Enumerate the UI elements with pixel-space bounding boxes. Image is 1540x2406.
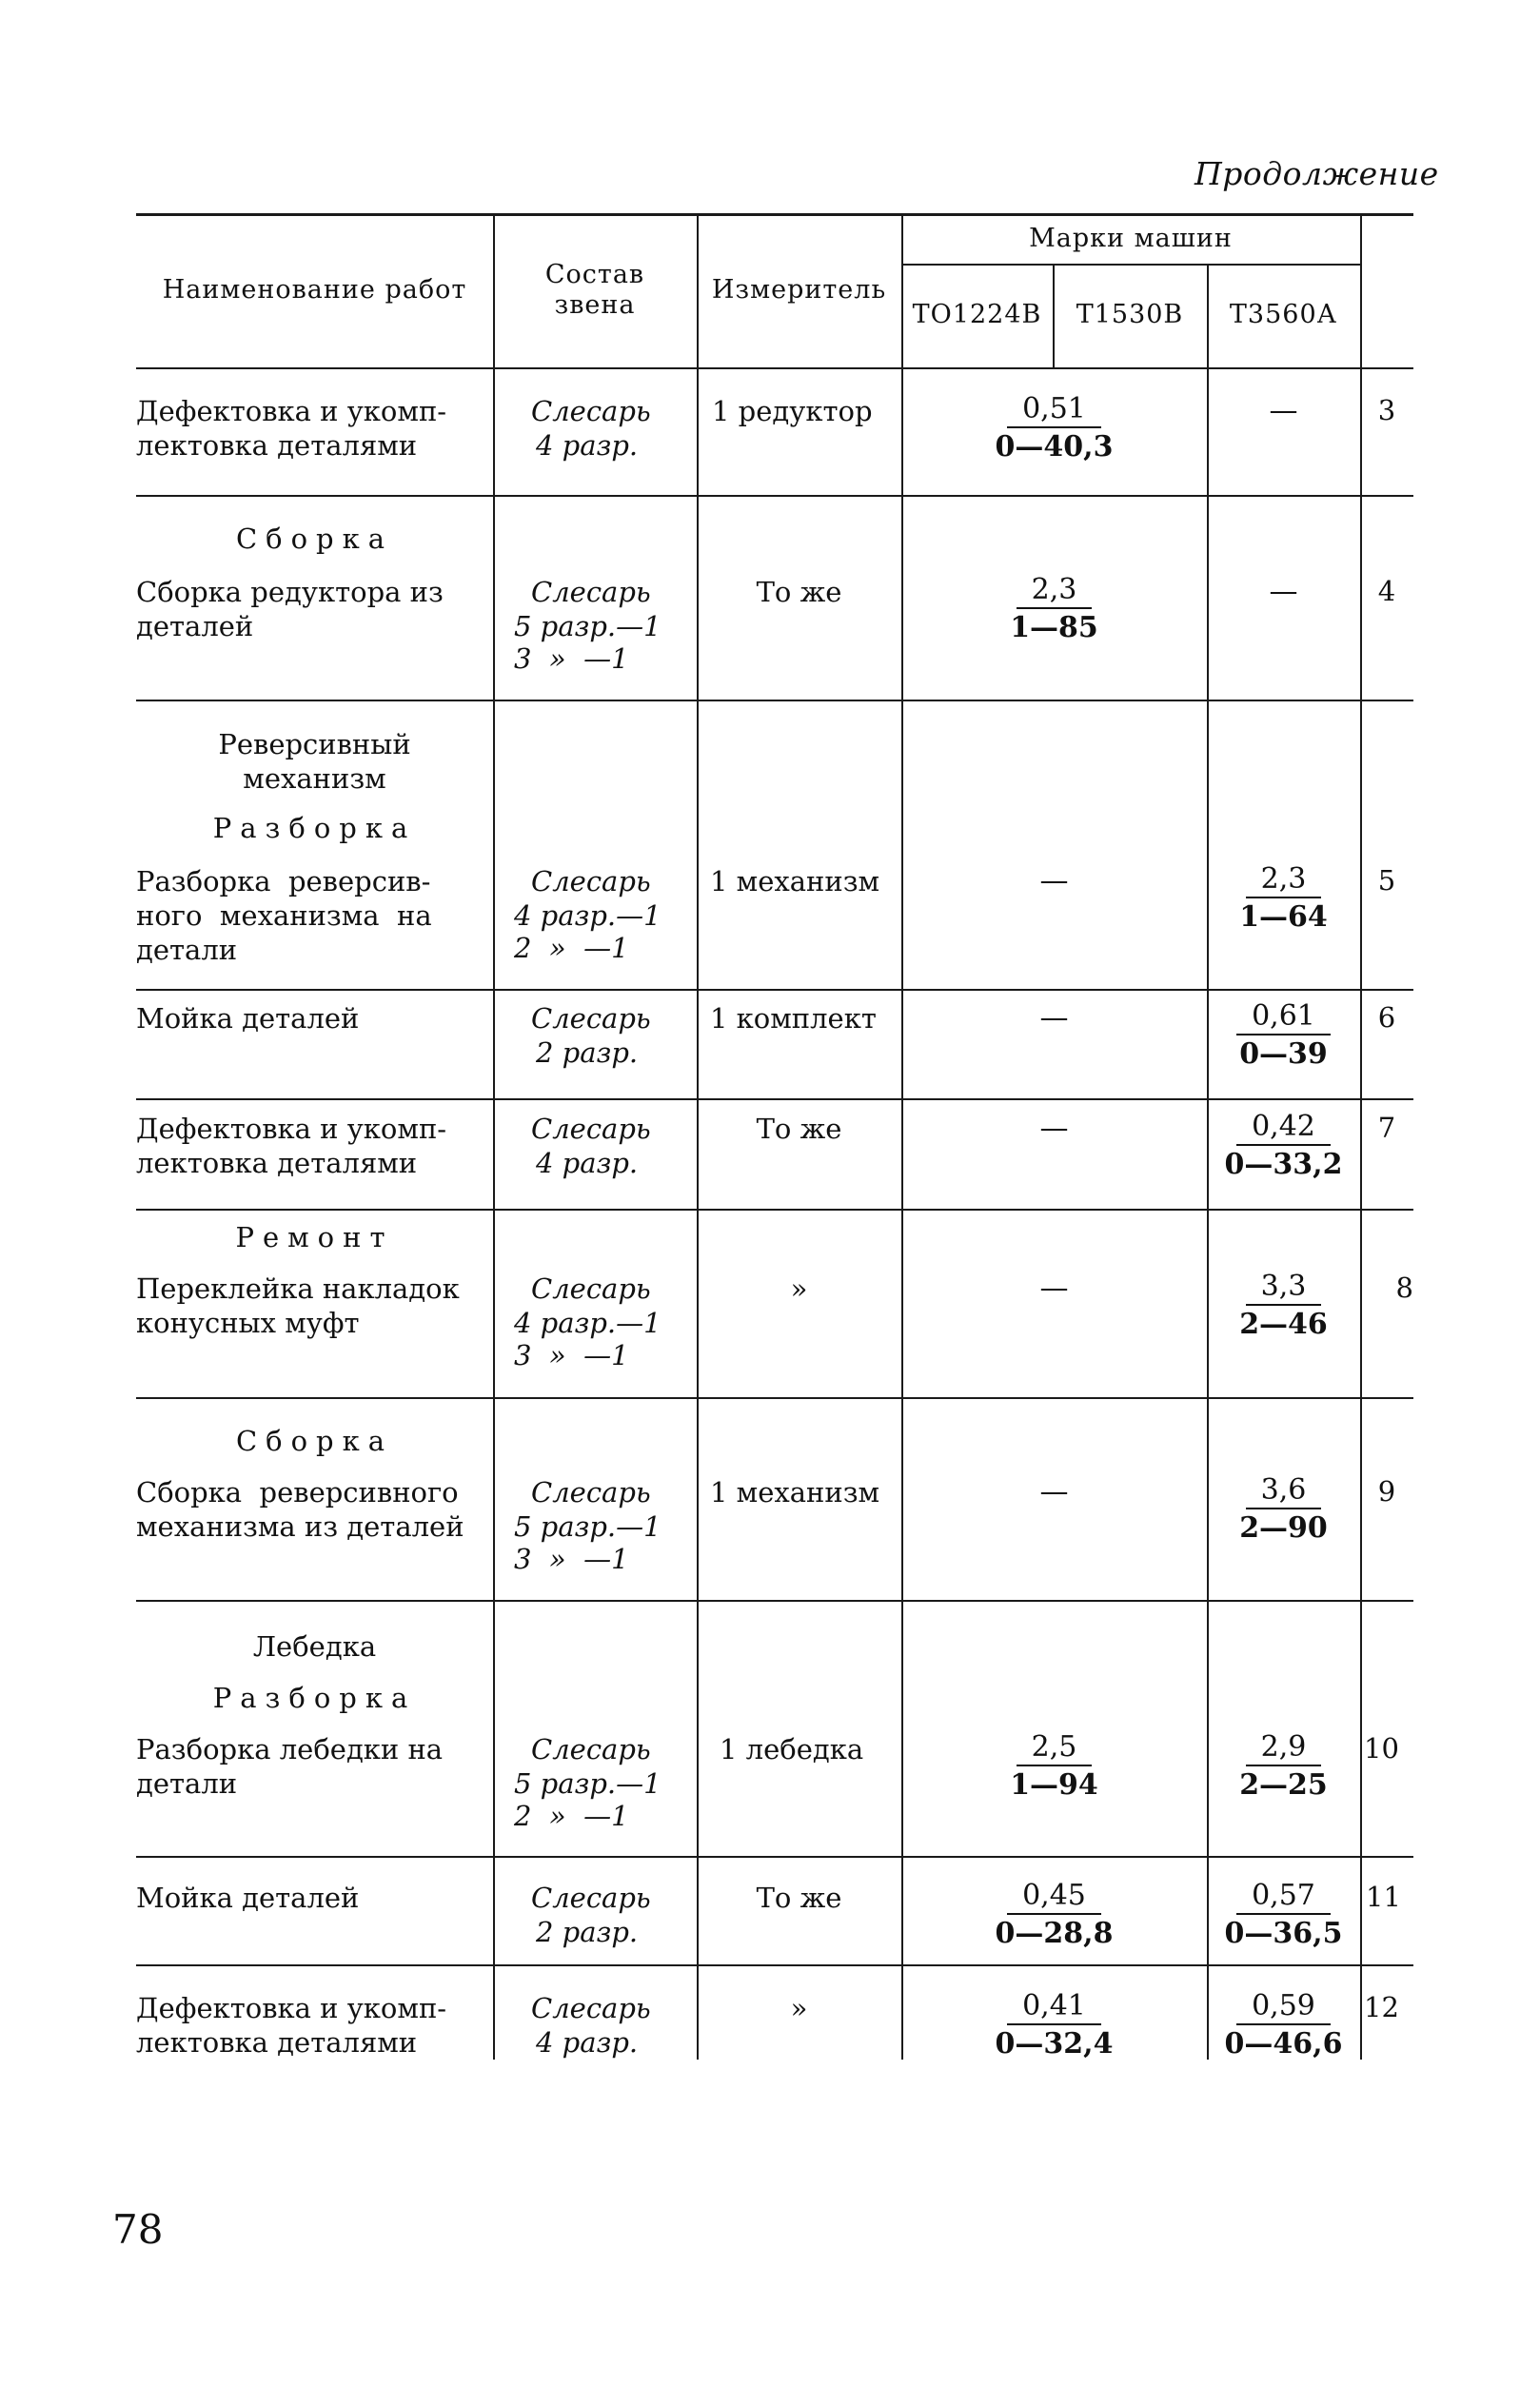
row-divider (136, 989, 1413, 991)
row-number: 8 (1395, 1272, 1413, 1304)
row-divider (136, 1209, 1413, 1211)
row-number: 9 (1377, 1475, 1396, 1508)
section-title: Разборка (212, 812, 417, 844)
row-number: 10 (1364, 1732, 1399, 1765)
unit: » (790, 1992, 808, 2024)
work-name: Дефектовка и укомп- (136, 1113, 447, 1145)
unit: 1 комплект (710, 1002, 877, 1035)
header-unit: Измеритель (711, 275, 887, 305)
header-bottom-rule (136, 367, 1413, 369)
col-divider (493, 213, 495, 2060)
norm-fraction: $\frac{2,3}{1—85}$ (1010, 573, 1098, 644)
crew: Слесарь (531, 1992, 651, 2024)
crew: 4 разр. (536, 429, 639, 462)
unit: То же (756, 1113, 842, 1145)
row-number: 3 (1377, 394, 1396, 426)
work-name: лектовка деталями (136, 1147, 418, 1179)
work-name: лектовка деталями (136, 429, 418, 462)
work-name: Сборка реверсивного (136, 1476, 459, 1509)
unit: » (790, 1272, 808, 1305)
row-number: 11 (1366, 1881, 1401, 1913)
norm-fraction: $\frac{0,57}{0—36,5}$ (1224, 1879, 1343, 1950)
row-divider (136, 1856, 1413, 1858)
row-number: 12 (1364, 1991, 1399, 2023)
group-title: Реверсивный (218, 728, 411, 760)
work-name: деталей (136, 610, 254, 642)
crew: 2 разр. (536, 1036, 639, 1069)
unit: То же (756, 576, 842, 608)
header-machine-2: Т1530В (1076, 300, 1184, 329)
work-name: Сборка редуктора из (136, 576, 444, 608)
work-name: Мойка деталей (136, 1002, 360, 1035)
norm-fraction: $\frac{0,45}{0—28,8}$ (995, 1879, 1114, 1950)
crew: Слесарь (531, 1733, 651, 1765)
work-name: детали (136, 1767, 238, 1800)
crew: 2 » —1 (514, 932, 629, 964)
crew: Слесарь (531, 576, 651, 608)
work-name: Дефектовка и укомп- (136, 1992, 447, 2024)
norm-fraction: $\frac{2,3}{1—64}$ (1239, 862, 1328, 934)
crew: Слесарь (531, 1113, 651, 1145)
header-machines: Марки машин (1029, 224, 1233, 253)
work-name: Дефектовка и укомп- (136, 395, 447, 427)
section-title: Сборка (235, 523, 394, 555)
header-crew: Состав (544, 260, 645, 289)
machines-rule (901, 264, 1360, 266)
crew: 4 разр.—1 (514, 1307, 661, 1339)
crew: 4 разр. (536, 1147, 639, 1179)
dash: — (1269, 575, 1298, 608)
crew: 5 разр.—1 (514, 1767, 661, 1800)
page-number: 78 (112, 2206, 164, 2253)
work-name: Переклейка накладок (136, 1272, 460, 1305)
norm-fraction: $\frac{0,51}{0—40,3}$ (995, 392, 1114, 463)
row-divider (136, 1964, 1413, 1966)
work-name: лектовка деталями (136, 2026, 418, 2059)
crew: 3 » —1 (514, 1339, 629, 1371)
header-work-name: Наименование работ (162, 275, 467, 305)
unit: 1 лебедка (720, 1733, 864, 1765)
group-title: Лебедка (252, 1630, 377, 1663)
dash: — (1039, 1001, 1069, 1035)
work-name: Мойка деталей (136, 1882, 360, 1914)
row-number: 7 (1377, 1112, 1396, 1144)
unit: 1 механизм (710, 865, 880, 897)
dash: — (1039, 1112, 1069, 1145)
header-crew: звена (554, 290, 636, 320)
dash: — (1039, 1475, 1069, 1509)
norm-fraction: $\frac{0,42}{0—33,2}$ (1224, 1110, 1343, 1181)
table-top-rule (136, 213, 1413, 216)
norm-fraction: $\frac{0,61}{0—39}$ (1207, 999, 1360, 1074)
work-name: механизма из деталей (136, 1510, 464, 1543)
crew: 3 » —1 (514, 642, 629, 675)
dash: — (1039, 864, 1069, 897)
work-name: ного механизма на (136, 899, 432, 932)
row-divider (136, 1397, 1413, 1399)
crew: Слесарь (531, 1002, 651, 1035)
crew: Слесарь (531, 1882, 651, 1914)
row-number: 6 (1377, 1001, 1396, 1034)
section-title: Разборка (212, 1682, 417, 1714)
header-machine-1: ТО1224В (912, 300, 1042, 329)
crew: 4 разр.—1 (514, 899, 661, 932)
row-divider (136, 495, 1413, 497)
continuation-label: Продолжение (1194, 155, 1439, 192)
crew: 3 » —1 (514, 1543, 629, 1575)
section-title: Сборка (235, 1425, 394, 1457)
norm-fraction: $\frac{3,6}{2—90}$ (1239, 1473, 1328, 1545)
crew: 5 разр.—1 (514, 1510, 661, 1543)
work-name: конусных муфт (136, 1307, 360, 1339)
unit: 1 редуктор (712, 395, 873, 427)
crew: Слесарь (531, 1272, 651, 1305)
crew: 2 разр. (536, 1916, 639, 1948)
row-divider (136, 700, 1413, 701)
crew: Слесарь (531, 1476, 651, 1509)
row-number: 4 (1377, 575, 1396, 607)
dash: — (1269, 394, 1298, 427)
norm-fraction: $\frac{2,9}{2—25}$ (1239, 1730, 1328, 1802)
norm-fraction: $\frac{2,5}{1—94}$ (1010, 1730, 1098, 1802)
work-name: детали (136, 934, 238, 966)
norms-table (136, 213, 1413, 2065)
work-name: Разборка лебедки на (136, 1733, 444, 1765)
work-name: Разборка реверсив- (136, 865, 431, 897)
crew: Слесарь (531, 395, 651, 427)
norm-fraction: $\frac{0,59}{0—46,6}$ (1224, 1989, 1343, 2061)
crew: Слесарь (531, 865, 651, 897)
dash: — (1039, 1272, 1069, 1305)
crew: 2 » —1 (514, 1800, 629, 1832)
crew: 4 разр. (536, 2026, 639, 2059)
group-title: механизм (243, 762, 386, 795)
row-number: 5 (1377, 864, 1396, 897)
crew: 5 разр.—1 (514, 610, 661, 642)
row-divider (136, 1098, 1413, 1100)
norm-fraction: $\frac{0,41}{0—32,4}$ (995, 1989, 1114, 2061)
section-title: Ремонт (235, 1221, 394, 1253)
unit: То же (756, 1882, 842, 1914)
row-divider (136, 1600, 1413, 1602)
norm-fraction: $\frac{3,3}{2—46}$ (1239, 1270, 1328, 1341)
unit: 1 механизм (710, 1476, 880, 1509)
header-machine-3: Т3560А (1229, 300, 1338, 329)
